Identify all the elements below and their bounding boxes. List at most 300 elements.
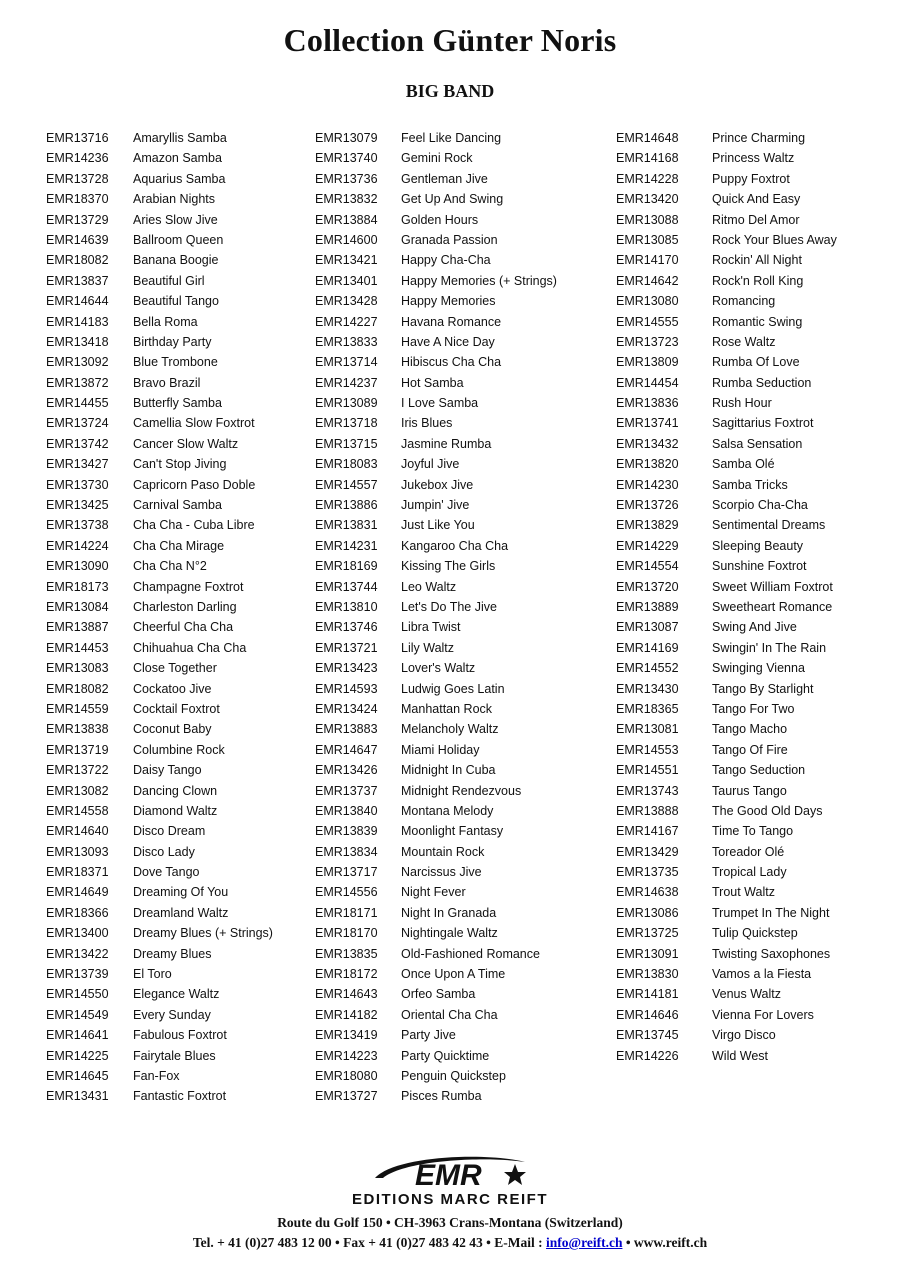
catalog-code: EMR13872: [46, 375, 109, 390]
catalog-entry: [46, 882, 273, 902]
catalog-entry: [616, 515, 837, 535]
catalog-title: Fantastic Foxtrot: [133, 1089, 227, 1104]
catalog-code: EMR13421: [315, 253, 378, 268]
catalog-code: EMR13884: [315, 212, 378, 227]
catalog-title: Sagittarius Foxtrot: [712, 416, 814, 431]
catalog-code: EMR18365: [616, 701, 679, 716]
catalog-title: Dreamland Waltz: [133, 905, 229, 920]
catalog-entry: [315, 719, 557, 739]
catalog-entry: [315, 515, 557, 535]
catalog-title: Amazon Samba: [133, 151, 222, 166]
catalog-code: EMR14649: [46, 885, 109, 900]
catalog-code: EMR13744: [315, 579, 378, 594]
catalog-entry: [616, 1046, 837, 1066]
catalog-entry: [46, 903, 273, 923]
catalog-title: Time To Tango: [712, 824, 794, 839]
catalog-title: Rockin' All Night: [712, 253, 802, 268]
catalog-code: EMR13432: [616, 436, 679, 451]
catalog-entry: [315, 679, 557, 699]
catalog-code: EMR14183: [46, 314, 109, 329]
catalog-code: EMR14550: [46, 987, 109, 1002]
catalog-code: EMR18172: [315, 967, 378, 982]
catalog-title: Charleston Darling: [133, 599, 237, 614]
catalog-entry: [46, 638, 273, 658]
page-subtitle: BIG BAND: [405, 81, 495, 101]
catalog-entry: [315, 352, 557, 372]
catalog-code: EMR14646: [616, 1007, 679, 1022]
catalog-entry: [616, 413, 837, 433]
catalog-title: Rumba Of Love: [712, 355, 800, 370]
catalog-title: Birthday Party: [133, 334, 212, 349]
catalog-title: El Toro: [133, 967, 172, 982]
catalog-title: Once Upon A Time: [401, 967, 506, 982]
catalog-entry: [315, 169, 557, 189]
catalog-entry: [315, 821, 557, 841]
catalog-title: Salsa Sensation: [712, 436, 803, 451]
catalog-entry: [46, 454, 273, 474]
catalog-entry: [616, 475, 837, 495]
catalog-entry: [616, 148, 837, 168]
catalog-title: Iris Blues: [401, 416, 453, 431]
catalog-entry: [315, 332, 557, 352]
catalog-title: Cha Cha - Cuba Libre: [133, 518, 255, 533]
publisher-address: Route du Golf 150 • CH-3963 Crans-Montana (Switzerland): [277, 1215, 623, 1230]
catalog-code: EMR13840: [315, 803, 378, 818]
catalog-title: Coconut Baby: [133, 722, 212, 737]
catalog-entry: [46, 556, 273, 576]
catalog-title: Tango Of Fire: [712, 742, 788, 757]
catalog-code: EMR13722: [46, 763, 109, 778]
catalog-entry: [616, 699, 837, 719]
catalog-entry: [616, 984, 837, 1004]
catalog-title: Banana Boogie: [133, 253, 219, 268]
catalog-code: EMR13833: [315, 334, 378, 349]
catalog-entry: [46, 373, 273, 393]
catalog-code: EMR13080: [616, 294, 679, 309]
catalog-title: Can't Stop Jiving: [133, 457, 227, 472]
catalog-entry: [46, 597, 273, 617]
catalog-code: EMR14237: [315, 375, 378, 390]
catalog-code: EMR13079: [315, 131, 378, 145]
catalog-entry: [616, 964, 837, 984]
catalog-entry: [46, 842, 273, 862]
catalog-entry: [315, 699, 557, 719]
catalog-title: Cha Cha N°2: [133, 559, 207, 574]
catalog-code: EMR18370: [46, 192, 109, 207]
catalog-code: EMR13718: [315, 416, 378, 431]
catalog-title: Dreamy Blues: [133, 946, 212, 961]
catalog-code: EMR13420: [616, 192, 679, 207]
catalog-title: Midnight Rendezvous: [401, 783, 522, 798]
catalog-title: Kangaroo Cha Cha: [401, 538, 509, 553]
catalog-code: EMR14167: [616, 824, 679, 839]
catalog-title: Gentleman Jive: [401, 171, 488, 186]
catalog-entry: [315, 271, 557, 291]
catalog-title: Wild West: [712, 1048, 769, 1063]
catalog-entry: [315, 658, 557, 678]
catalog-entry: [46, 658, 273, 678]
catalog-title: Happy Cha-Cha: [401, 253, 491, 268]
catalog-entry: [616, 781, 837, 801]
catalog-entry: [46, 536, 273, 556]
catalog-code: EMR13400: [46, 926, 109, 941]
catalog-entry: [46, 169, 273, 189]
catalog-code: EMR18082: [46, 681, 109, 696]
catalog-code: EMR14559: [46, 701, 109, 716]
catalog-title: The Good Old Days: [712, 803, 823, 818]
catalog-title: Blue Trombone: [133, 355, 218, 370]
catalog-entry: [46, 740, 273, 760]
catalog-title: Night Fever: [401, 885, 466, 900]
catalog-code: EMR13724: [46, 416, 109, 431]
catalog-entry: [315, 250, 557, 270]
catalog-title: Happy Memories (+ Strings): [401, 273, 557, 288]
catalog-entry: [315, 210, 557, 230]
catalog-title: Tango By Starlight: [712, 681, 814, 696]
catalog-entry: [46, 210, 273, 230]
catalog-entry: [315, 801, 557, 821]
catalog-code: EMR14228: [616, 171, 679, 186]
catalog-entry: [46, 781, 273, 801]
catalog-entry: [616, 250, 837, 270]
catalog-code: EMR13746: [315, 620, 378, 635]
catalog-code: EMR13091: [616, 946, 679, 961]
catalog-code: EMR13745: [616, 1028, 679, 1043]
catalog-code: EMR14236: [46, 151, 109, 166]
catalog-title: Quick And Easy: [712, 192, 801, 207]
catalog-code: EMR13714: [315, 355, 378, 370]
catalog-code: EMR18082: [46, 253, 109, 268]
catalog-entry: [616, 495, 837, 515]
catalog-title: Cocktail Foxtrot: [133, 701, 220, 716]
catalog-entry: [46, 148, 273, 168]
catalog-code: EMR13736: [315, 171, 378, 186]
catalog-title: Sweet William Foxtrot: [712, 579, 833, 594]
catalog-entry: [616, 638, 837, 658]
catalog-code: EMR13717: [315, 865, 378, 880]
catalog-title: Cheerful Cha Cha: [133, 620, 234, 635]
catalog-code: EMR13089: [315, 396, 378, 411]
catalog-title: Fabulous Foxtrot: [133, 1028, 227, 1043]
catalog-code: EMR13830: [616, 967, 679, 982]
catalog-entry: [315, 903, 557, 923]
catalog-code: EMR13729: [46, 212, 109, 227]
catalog-code: EMR13424: [315, 701, 378, 716]
catalog-title: Tulip Quickstep: [712, 926, 798, 941]
catalog-entry: [46, 862, 273, 882]
catalog-title: Columbine Rock: [133, 742, 225, 757]
catalog-title: Arabian Nights: [133, 192, 215, 207]
catalog-title: Swing And Jive: [712, 620, 797, 635]
catalog-code: EMR14640: [46, 824, 109, 839]
catalog-title: Tango For Two: [712, 701, 795, 716]
catalog-title: Sentimental Dreams: [712, 518, 826, 533]
catalog-code: EMR14553: [616, 742, 679, 757]
catalog-title: Rose Waltz: [712, 334, 776, 349]
catalog-title: Moonlight Fantasy: [401, 824, 504, 839]
catalog-code: EMR13727: [315, 1089, 378, 1104]
catalog-title: Samba Tricks: [712, 477, 788, 492]
catalog-code: EMR14556: [315, 885, 378, 900]
catalog-code: EMR18080: [315, 1068, 378, 1083]
catalog-code: EMR14642: [616, 273, 679, 288]
catalog-title: Miami Holiday: [401, 742, 480, 757]
catalog-title: Butterfly Samba: [133, 396, 222, 411]
catalog-title: Sleeping Beauty: [712, 538, 804, 553]
catalog-title: Ludwig Goes Latin: [401, 681, 505, 696]
catalog-code: EMR14549: [46, 1007, 109, 1022]
catalog-title: Granada Passion: [401, 232, 498, 247]
catalog-title: Daisy Tango: [133, 763, 202, 778]
catalog-title: Disco Dream: [133, 824, 206, 839]
catalog-entry: [315, 617, 557, 637]
catalog-column-3: [616, 128, 837, 1066]
catalog-title: Jumpin' Jive: [401, 498, 470, 513]
catalog-entry: [46, 189, 273, 209]
catalog-title: Swingin' In The Rain: [712, 640, 827, 655]
catalog-title: Disco Lady: [133, 844, 195, 859]
catalog-code: EMR14593: [315, 681, 378, 696]
catalog-code: EMR14169: [616, 640, 679, 655]
catalog-entry: [315, 230, 557, 250]
contact-phone-fax: Tel. + 41 (0)27 483 12 00 • Fax + 41 (0)27 483 42 43 • E-Mail :: [192, 1235, 547, 1250]
catalog-entry: [315, 1066, 557, 1086]
catalog-entry: [46, 1086, 273, 1106]
catalog-code: EMR13835: [315, 946, 378, 961]
catalog-entry: [315, 842, 557, 862]
catalog-code: EMR13423: [315, 661, 378, 676]
catalog-entry: [616, 882, 837, 902]
catalog-title: Night In Granada: [401, 905, 497, 920]
catalog-code: EMR13725: [616, 926, 679, 941]
catalog-code: EMR14644: [46, 294, 109, 309]
catalog-entry: [315, 128, 557, 148]
catalog-code: EMR13829: [616, 518, 679, 533]
catalog-code: EMR13836: [616, 396, 679, 411]
catalog-code: EMR13084: [46, 599, 109, 614]
catalog-title: Libra Twist: [401, 620, 461, 635]
catalog-code: EMR18173: [46, 579, 109, 594]
catalog-code: EMR14558: [46, 803, 109, 818]
catalog-code: EMR14641: [46, 1028, 109, 1043]
catalog-entry: [315, 740, 557, 760]
catalog-entry: [616, 658, 837, 678]
catalog-code: EMR18371: [46, 865, 109, 880]
catalog-code: EMR13721: [315, 640, 378, 655]
catalog-title: Tango Macho: [712, 722, 788, 737]
catalog-code: EMR13730: [46, 477, 109, 492]
catalog-code: EMR14639: [46, 232, 109, 247]
catalog-entry: [616, 1025, 837, 1045]
catalog-entry: [46, 515, 273, 535]
catalog-code: EMR13088: [616, 212, 679, 227]
catalog-code: EMR14551: [616, 763, 679, 778]
catalog-entry: [616, 454, 837, 474]
catalog-title: Lily Waltz: [401, 640, 455, 655]
catalog-entry: [46, 230, 273, 250]
catalog-code: EMR14645: [46, 1068, 109, 1083]
catalog-code: EMR14230: [616, 477, 679, 492]
catalog-code: EMR13888: [616, 803, 679, 818]
catalog-entry: [616, 862, 837, 882]
catalog-code: EMR13430: [616, 681, 679, 696]
catalog-code: EMR14455: [46, 396, 109, 411]
catalog-code: EMR14168: [616, 151, 679, 166]
catalog-entry: [616, 597, 837, 617]
catalog-title: Cha Cha Mirage: [133, 538, 225, 553]
catalog-code: EMR13092: [46, 355, 109, 370]
contact-line: [0, 1235, 900, 1251]
catalog-title: Sweetheart Romance: [712, 599, 833, 614]
catalog-title: Dancing Clown: [133, 783, 218, 798]
catalog-entry: [616, 373, 837, 393]
catalog-entry: [616, 291, 837, 311]
catalog-title: Diamond Waltz: [133, 803, 218, 818]
catalog-title: Camellia Slow Foxtrot: [133, 416, 255, 431]
catalog-code: EMR13093: [46, 844, 109, 859]
catalog-title: Dreamy Blues (+ Strings): [133, 926, 273, 941]
catalog-title: Swinging Vienna: [712, 661, 805, 676]
catalog-title: Puppy Foxtrot: [712, 171, 790, 186]
catalog-code: EMR13735: [616, 865, 679, 880]
catalog-entry: [46, 760, 273, 780]
catalog-entry: [616, 617, 837, 637]
catalog-title: Mountain Rock: [401, 844, 485, 859]
catalog-title: Old-Fashioned Romance: [401, 946, 540, 961]
catalog-title: Joyful Jive: [401, 457, 460, 472]
catalog-entry: [616, 842, 837, 862]
catalog-title: Aquarius Samba: [133, 171, 226, 186]
catalog-entry: [616, 740, 837, 760]
catalog-entry: [46, 1025, 273, 1045]
catalog-entry: [315, 536, 557, 556]
catalog-title: Capricorn Paso Doble: [133, 477, 256, 492]
catalog-title: Feel Like Dancing: [401, 131, 502, 145]
catalog-entry: [616, 719, 837, 739]
catalog-code: EMR13431: [46, 1089, 109, 1104]
catalog-entry: [616, 760, 837, 780]
catalog-entry: [315, 1025, 557, 1045]
catalog-code: EMR13837: [46, 273, 109, 288]
email-link[interactable]: info@reift.ch: [546, 1235, 623, 1250]
catalog-title: Hibiscus Cha Cha: [401, 355, 502, 370]
catalog-title: Nightingale Waltz: [401, 926, 498, 941]
website-text: • www.reift.ch: [622, 1235, 708, 1250]
catalog-code: EMR13887: [46, 620, 109, 635]
catalog-code: EMR13719: [46, 742, 109, 757]
catalog-title: Ballroom Queen: [133, 232, 224, 247]
catalog-title: Tango Seduction: [712, 763, 806, 778]
catalog-title: Jukebox Jive: [401, 477, 474, 492]
catalog-title: Amaryllis Samba: [133, 131, 227, 145]
catalog-code: EMR14229: [616, 538, 679, 553]
catalog-title: Let's Do The Jive: [401, 599, 497, 614]
catalog-entry: [315, 923, 557, 943]
catalog-title: Lover's Waltz: [401, 661, 476, 676]
catalog-code: EMR13839: [315, 824, 378, 839]
catalog-code: EMR13428: [315, 294, 378, 309]
catalog-entry: [315, 984, 557, 1004]
catalog-title: Party Quicktime: [401, 1048, 490, 1063]
catalog-entry: [46, 250, 273, 270]
catalog-code: EMR13820: [616, 457, 679, 472]
catalog-code: EMR14552: [616, 661, 679, 676]
catalog-title: Orfeo Samba: [401, 987, 476, 1002]
catalog-title: Romantic Swing: [712, 314, 803, 329]
catalog-title: Elegance Waltz: [133, 987, 220, 1002]
catalog-code: EMR14227: [315, 314, 378, 329]
catalog-entry: [315, 1086, 557, 1106]
catalog-code: EMR13889: [616, 599, 679, 614]
catalog-code: EMR14454: [616, 375, 679, 390]
catalog-code: EMR14555: [616, 314, 679, 329]
catalog-code: EMR13422: [46, 946, 109, 961]
catalog-code: EMR13886: [315, 498, 378, 513]
catalog-code: EMR14648: [616, 131, 679, 145]
catalog-entry: [315, 1005, 557, 1025]
catalog-entry: [46, 944, 273, 964]
catalog-entry: [46, 291, 273, 311]
catalog-column-1: [46, 128, 273, 1107]
catalog-code: EMR18083: [315, 457, 378, 472]
catalog-title: Midnight In Cuba: [401, 763, 496, 778]
catalog-entry: [315, 781, 557, 801]
catalog-code: EMR14181: [616, 987, 679, 1002]
catalog-title: Just Like You: [401, 518, 475, 533]
catalog-code: EMR13809: [616, 355, 679, 370]
catalog-code: EMR14224: [46, 538, 109, 553]
catalog-entry: [46, 821, 273, 841]
catalog-entry: [315, 964, 557, 984]
catalog-code: EMR13419: [315, 1028, 378, 1043]
catalog-code: EMR13429: [616, 844, 679, 859]
catalog-code: EMR13081: [616, 722, 679, 737]
catalog-entry: [46, 577, 273, 597]
catalog-entry: [616, 821, 837, 841]
catalog-code: EMR14647: [315, 742, 378, 757]
catalog-entry: [616, 210, 837, 230]
catalog-code: EMR14557: [315, 477, 378, 492]
catalog-entry: [315, 475, 557, 495]
catalog-code: EMR14182: [315, 1007, 378, 1022]
publisher-name: EDITIONS MARC REIFT: [352, 1191, 548, 1208]
catalog-code: EMR13418: [46, 334, 109, 349]
catalog-title: Every Sunday: [133, 1007, 211, 1022]
catalog-entry: [46, 271, 273, 291]
catalog-entry: [46, 617, 273, 637]
catalog-title: Jasmine Rumba: [401, 436, 492, 451]
catalog-title: Leo Waltz: [401, 579, 457, 594]
catalog-entry: [315, 944, 557, 964]
catalog-entry: [46, 413, 273, 433]
catalog-code: EMR14600: [315, 232, 378, 247]
catalog-entry: [46, 923, 273, 943]
catalog-title: Dove Tango: [133, 865, 200, 880]
catalog-entry: [315, 148, 557, 168]
catalog-entry: [315, 413, 557, 433]
catalog-code: EMR13726: [616, 498, 679, 513]
catalog-title: Melancholy Waltz: [401, 722, 499, 737]
catalog-code: EMR14225: [46, 1048, 109, 1063]
catalog-title: Close Together: [133, 661, 217, 676]
catalog-title: Manhattan Rock: [401, 701, 493, 716]
catalog-entry: [616, 679, 837, 699]
catalog-title: Trout Waltz: [712, 885, 775, 900]
catalog-code: EMR13728: [46, 171, 109, 186]
catalog-entry: [616, 393, 837, 413]
catalog-entry: [315, 638, 557, 658]
catalog-code: EMR14643: [315, 987, 378, 1002]
